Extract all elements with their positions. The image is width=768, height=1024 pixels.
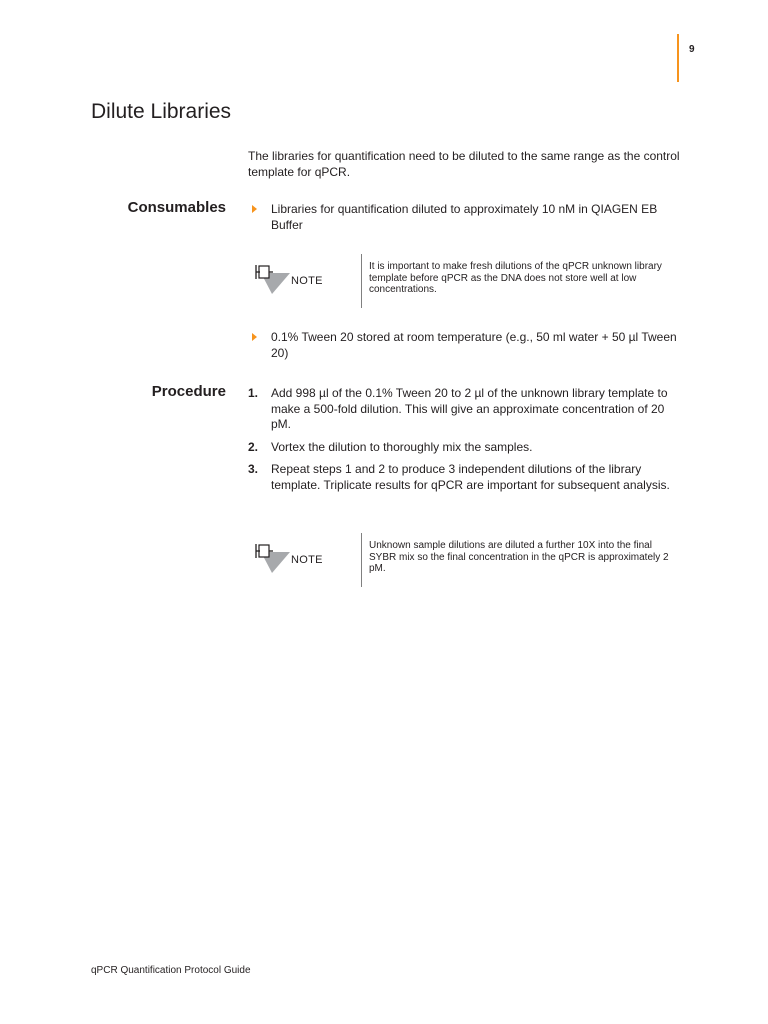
note-label: NOTE bbox=[291, 275, 323, 287]
consumable-item-text: Libraries for quantification diluted to approximately 10 nM in QIAGEN EB Buffer bbox=[271, 202, 658, 232]
page-number: 9 bbox=[689, 44, 695, 55]
note-divider bbox=[361, 254, 362, 308]
procedure-step bbox=[248, 386, 688, 433]
note-divider bbox=[361, 533, 362, 587]
note-text: It is important to make fresh dilutions of the qPCR unknown library template before qPCR as the DNA does not store well at low concentrations. bbox=[369, 261, 662, 295]
note-text: Unknown sample dilutions are diluted a further 10X into the final SYBR mix so the final concentration in the qPCR is approximately 2 pM. bbox=[369, 540, 669, 574]
bullet-icon bbox=[252, 333, 257, 341]
intro-paragraph: The libraries for quantification need to be diluted to the same range as the control template for qPCR. bbox=[248, 149, 680, 179]
procedure-step bbox=[248, 440, 688, 456]
note-box bbox=[252, 254, 692, 309]
note-label: NOTE bbox=[291, 554, 323, 566]
step-text: Add 998 µl of the 0.1% Tween 20 to 2 µl of the unknown library template to make a 500-fold dilution. This will give an approximate concentration of 20 pM. bbox=[271, 386, 668, 431]
step-text: Vortex the dilution to thoroughly mix the samples. bbox=[271, 439, 533, 454]
footer-guide-title: qPCR Quantification Protocol Guide bbox=[91, 965, 251, 976]
procedure-step bbox=[248, 462, 688, 493]
step-text: Repeat steps 1 and 2 to produce 3 independent dilutions of the library template. Triplicate results for qPCR are important for subsequent analysis. bbox=[271, 462, 670, 492]
page-title: Dilute Libraries bbox=[91, 100, 232, 123]
note-icon bbox=[252, 539, 292, 573]
consumable-item bbox=[252, 330, 692, 362]
procedure-heading: Procedure bbox=[151, 383, 226, 400]
step-number: 2. bbox=[248, 439, 259, 454]
note-icon bbox=[252, 260, 292, 294]
consumables-heading: Consumables bbox=[127, 199, 226, 216]
note-box bbox=[252, 533, 692, 588]
consumable-item-text: 0.1% Tween 20 stored at room temperature (e.g., 50 ml water + 50 µl Tween 20) bbox=[271, 330, 677, 360]
step-number: 3. bbox=[248, 462, 259, 476]
page-number-rule bbox=[677, 34, 679, 82]
step-number: 1. bbox=[248, 386, 259, 400]
bullet-icon bbox=[252, 205, 257, 213]
procedure-steps bbox=[248, 386, 688, 500]
consumable-item bbox=[252, 202, 692, 234]
